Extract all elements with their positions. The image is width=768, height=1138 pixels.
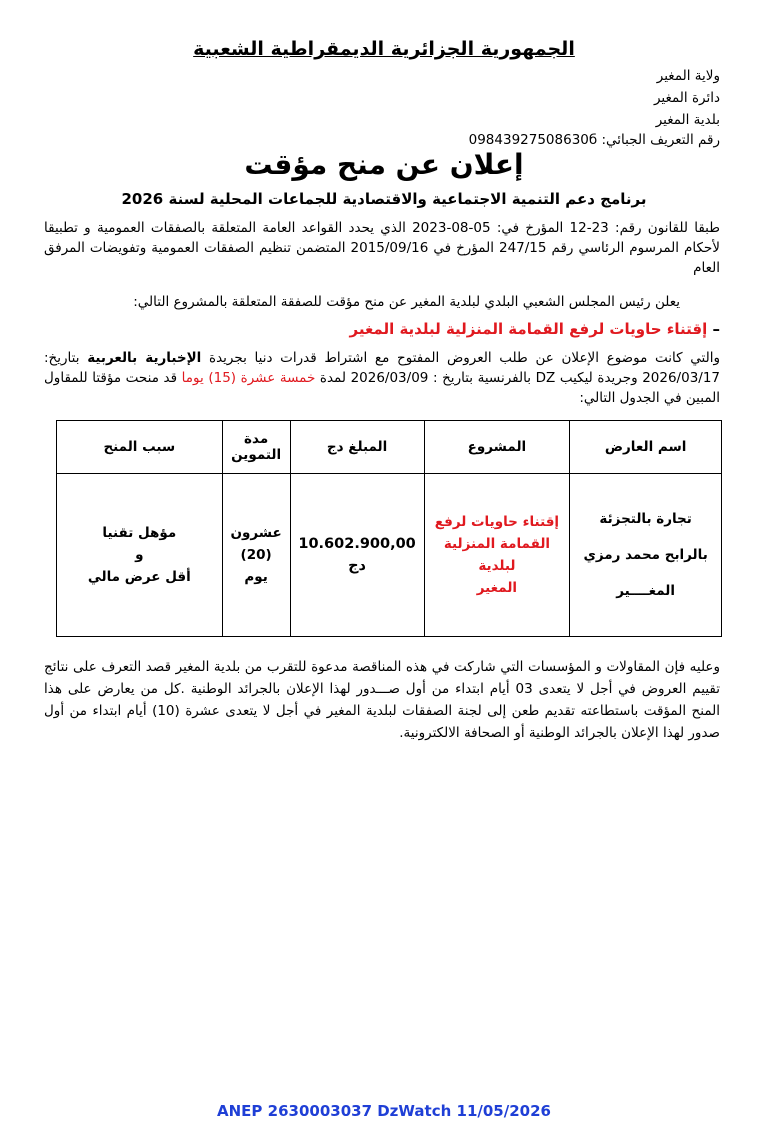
tax-id-line [469,130,720,150]
reason-line-2: و [135,547,144,563]
announcement-title: إعلان عن منح مؤقت [244,148,524,181]
duration-line-1: عشرون [230,525,282,541]
table-row [57,474,722,637]
publication-part2: بتاريخ: 2026/03/17 وجريدة ليكيب DZ بالفرنسية بتاريخ : 2026/03/09 لمدة [44,350,721,386]
header-reason: سبب المنح [57,421,223,474]
publication-part1: والتي كانت موضوع الإعلان عن طلب العروض المفتوح مع اشتراط قدرات دنيا بجريدة [209,350,720,366]
reason-line-1: مؤهل تقنيا [102,525,177,541]
commune-line: بلدية المغير [655,112,720,128]
bidder-line-3: المغــــير [616,583,675,599]
tax-id-label: رقم التعريف الجبائي: [601,132,720,148]
newspaper-name: الإخبارية بالعربية [87,350,202,366]
cell-project [424,474,570,637]
header-amount: المبلغ دج [290,421,424,474]
daira-line: دائرة المغير [653,90,720,106]
cell-bidder [570,474,722,637]
reason-line-3: أقل عرض مالي [87,569,191,585]
wilaya-line: ولاية المغير [656,68,720,84]
cell-amount: 10.602.900,00 دج [290,474,424,637]
table-header-row [57,421,722,474]
project-cell-line-1: إقتناء حاويات لرفع [434,514,560,530]
program-subtitle: برنامج دعم التنمية الاجتماعية والاقتصادية للجماعات المحلية لسنة 2026 [121,190,647,208]
header-bidder: اسم العارض [570,421,722,474]
header-project: المشروع [424,421,570,474]
project-cell-line-3: المغير [476,580,518,596]
bidder-line-2: بالرابح محمد رمزي [583,547,708,563]
project-dash: – [712,320,720,338]
header-duration: مدة التموين [222,421,290,474]
closing-paragraph: وعليه فإن المقاولات و المؤسسات التي شاركت في هذه المناقصة مدعوة للتقرب من بلدية المغير قصد التعرف على نتائج تقييم العروض في أجل لا يتعدى 03 أيام ابتداء من أول صـــدور لهذا الإعلان بالجرائد الوطنية .كل من يعارض على هذا المنح المؤقت باستطاعته تقديم طعن إلى لجنة الصفقات لبلدية المغير في أجل لا يتعدى عشرة (10) أيام ابتداء من أول صدور لهذا الإعلان بالجرائد الوطنية أو الصحافة الالكترونية. [44,659,720,741]
publication-paragraph [44,348,720,408]
duration-line-3: يوم [244,569,268,585]
duration-line-2: (20) [240,547,272,563]
footer-reference: ANEP 2630003037 DzWatch 11/05/2026 [217,1102,551,1120]
award-table [56,420,722,637]
cell-duration [222,474,290,637]
legal-basis-paragraph: طبقا للقانون رقم: 23-12 المؤرخ في: 05-08-2023 الذي يحدد القواعد العامة المتعلقة بالصفقات العمومية و تطبيقا لأحكام المرسوم الرئاسي رقم 247/15 المؤرخ في 2015/09/16 المتضمن تنظيم الصفقات العمومية وتفويضات المرفق العام [44,220,720,276]
project-cell-line-2: القمامة المنزلية لبلدية [443,536,551,574]
bidder-line-1: تجارة بالتجزئة [599,511,692,527]
project-line [349,320,720,338]
tax-id-value: 09843927508630б [468,132,598,148]
duration-text: خمسة عشرة (15) يوما [181,370,316,386]
announcement-line: يعلن رئيس المجلس الشعبي البلدي لبلدية المغير عن منح مؤقت للصفقة المتعلقة بالمشروع التالي: [133,294,680,310]
republic-heading: الجمهورية الجزائرية الديمقراطية الشعبية [193,38,575,60]
publication-part3: قد منحت مؤقتا للمقاول المبين في الجدول التالي: [44,370,720,406]
cell-reason [57,474,223,637]
project-name: إقتناء حاويات لرفع القمامة المنزلية لبلدية المغير [349,320,708,338]
